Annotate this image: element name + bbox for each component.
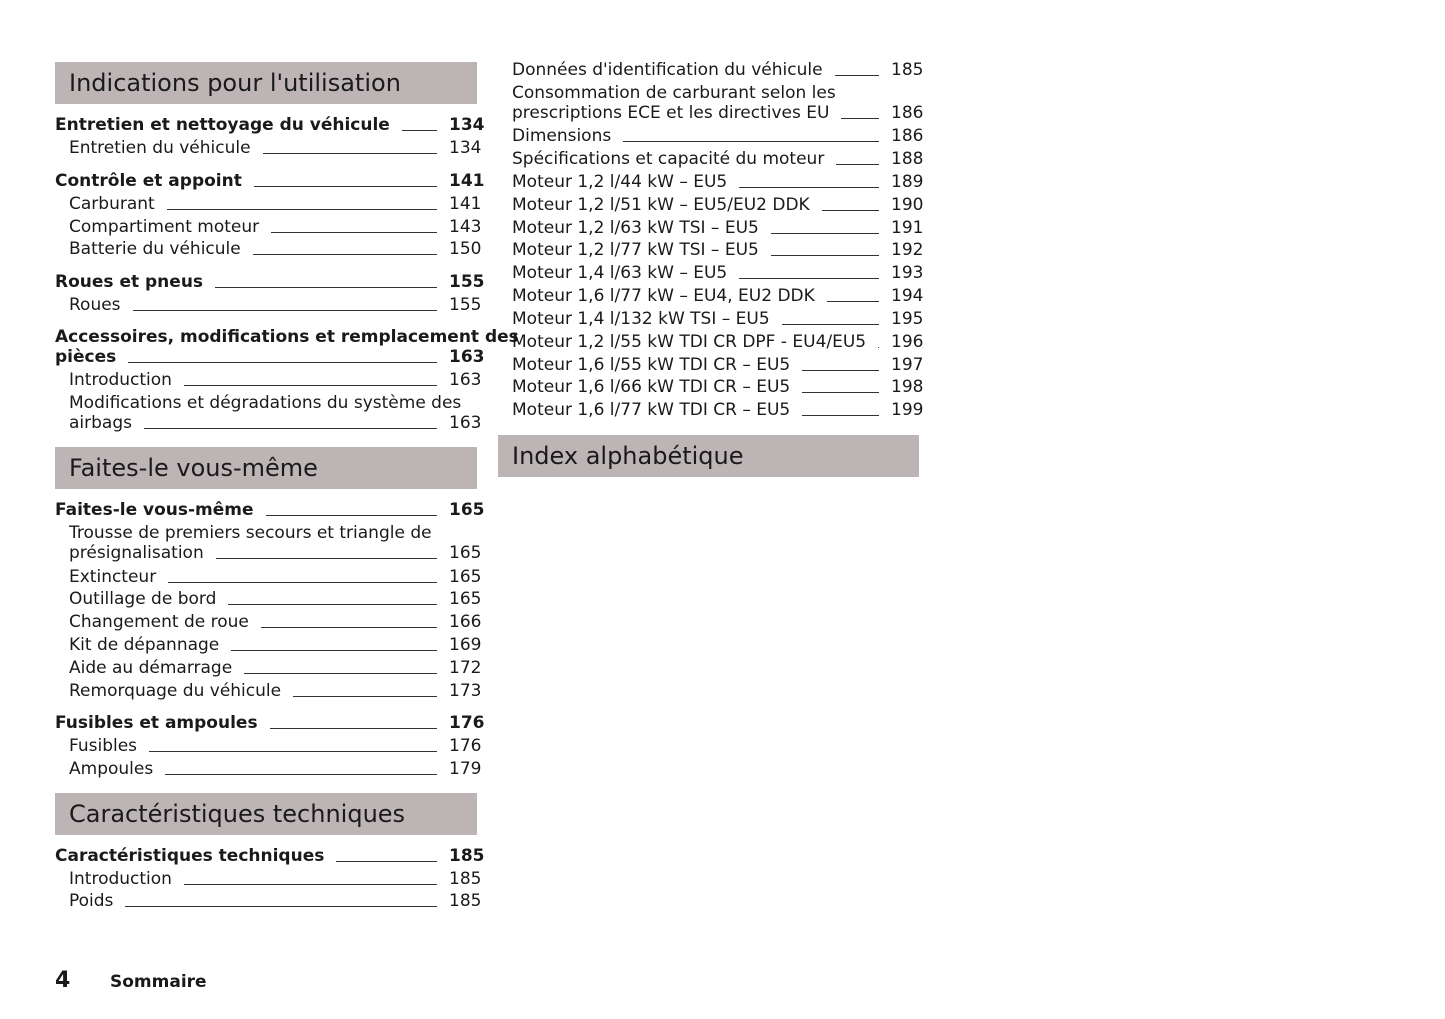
toc-item-moteur[interactable] <box>498 355 924 375</box>
toc-group-accessoires[interactable] <box>55 327 519 367</box>
toc-label: Données d'identification du véhicule <box>512 60 823 80</box>
toc-page: 190 <box>891 195 924 215</box>
toc-label: Ampoules <box>69 759 154 779</box>
toc-item-fusibles[interactable] <box>55 736 482 756</box>
leader-line <box>216 557 437 559</box>
toc-page: 191 <box>891 218 924 238</box>
toc-item-compartiment[interactable] <box>55 217 482 237</box>
toc-label: Contrôle et appoint <box>55 171 242 191</box>
leader-line <box>168 581 437 583</box>
toc-page: 163 <box>449 370 482 390</box>
toc-page: 165 <box>449 589 482 609</box>
toc-label: Aide au démarrage <box>69 658 233 678</box>
toc-label: Faites-le vous-même <box>55 500 254 520</box>
toc-page: 186 <box>891 126 924 146</box>
toc-label: Moteur 1,6 l/66 kW TDI CR – EU5 <box>512 377 791 397</box>
leader-line <box>827 300 879 302</box>
leader-line <box>133 309 437 311</box>
toc-label: Extincteur <box>69 567 157 587</box>
toc-label: présignalisation <box>69 543 204 563</box>
toc-label: Spécifications et capacité du moteur <box>512 149 825 169</box>
toc-item-batterie[interactable] <box>55 239 482 259</box>
leader-line <box>125 905 437 907</box>
toc-item-introduction-tech[interactable] <box>55 869 482 889</box>
toc-page: 165 <box>449 543 482 563</box>
leader-line <box>336 860 437 862</box>
toc-page: 165 <box>449 500 485 520</box>
toc-label: Poids <box>69 891 114 911</box>
toc-group-controle[interactable] <box>55 171 485 191</box>
leader-line <box>254 185 437 187</box>
toc-label: Batterie du véhicule <box>69 239 241 259</box>
toc-page: 169 <box>449 635 482 655</box>
toc-page: 185 <box>449 869 482 889</box>
footer-section-label: Sommaire <box>110 972 207 992</box>
toc-label: Fusibles et ampoules <box>55 713 258 733</box>
toc-item-moteur[interactable] <box>498 377 924 397</box>
toc-label: Changement de roue <box>69 612 249 632</box>
toc-label: pièces <box>55 347 117 367</box>
toc-page: 173 <box>449 681 482 701</box>
leader-line <box>253 253 437 255</box>
toc-label: Moteur 1,6 l/77 kW – EU4, EU2 DDK <box>512 286 815 306</box>
toc-label: Dimensions <box>512 126 612 146</box>
toc-label: Trousse de premiers secours et triangle de <box>69 523 432 543</box>
toc-label: Moteur 1,4 l/132 kW TSI – EU5 <box>512 309 770 329</box>
page-number: 4 <box>55 968 71 993</box>
leader-line <box>149 750 437 752</box>
leader-line <box>739 277 879 279</box>
toc-item-moteur[interactable] <box>498 172 924 192</box>
toc-page: 185 <box>891 60 924 80</box>
toc-page: 197 <box>891 355 924 375</box>
toc-page: 192 <box>891 240 924 260</box>
toc-label: Moteur 1,2 l/55 kW TDI CR DPF - EU4/EU5 <box>512 332 867 352</box>
toc-item-moteur[interactable] <box>498 400 924 420</box>
toc-item-roues[interactable] <box>55 295 482 315</box>
leader-line <box>231 649 437 651</box>
leader-line <box>771 232 879 234</box>
leader-line <box>261 626 437 628</box>
toc-item-moteur[interactable] <box>498 309 924 329</box>
toc-page: 176 <box>449 713 485 733</box>
toc-item-extincteur[interactable] <box>55 567 482 587</box>
leader-line <box>739 186 879 188</box>
leader-line <box>878 346 879 348</box>
leader-line <box>266 514 437 516</box>
toc-label: Kit de dépannage <box>69 635 220 655</box>
toc-label: Compartiment moteur <box>69 217 260 237</box>
toc-group-roues-pneus[interactable] <box>55 272 485 292</box>
toc-page: 189 <box>891 172 924 192</box>
leader-line <box>270 727 437 729</box>
toc-label: airbags <box>69 413 132 433</box>
leader-line <box>244 672 437 674</box>
toc-page: 176 <box>449 736 482 756</box>
leader-line <box>841 117 879 119</box>
toc-label: Moteur 1,2 l/77 kW TSI – EU5 <box>512 240 759 260</box>
toc-label: Roues et pneus <box>55 272 204 292</box>
toc-item-moteur[interactable] <box>498 263 924 283</box>
toc-label: Moteur 1,2 l/63 kW TSI – EU5 <box>512 218 759 238</box>
leader-line <box>822 209 879 211</box>
leader-line <box>293 695 437 697</box>
toc-page: 150 <box>449 239 482 259</box>
leader-line <box>782 323 879 325</box>
toc-label: Moteur 1,6 l/77 kW TDI CR – EU5 <box>512 400 791 420</box>
toc-item-donnees-identification[interactable] <box>498 60 924 80</box>
leader-line <box>835 74 879 76</box>
toc-page: 134 <box>449 115 485 135</box>
toc-label: Fusibles <box>69 736 138 756</box>
section-header-caracteristiques[interactable]: Caractéristiques techniques <box>55 793 477 835</box>
toc-label: Carburant <box>69 194 155 214</box>
toc-item-specifications[interactable] <box>498 149 924 169</box>
toc-page: 155 <box>449 272 485 292</box>
leader-line <box>144 427 437 429</box>
leader-line <box>263 152 437 154</box>
toc-page: 198 <box>891 377 924 397</box>
toc-page: 141 <box>449 171 485 191</box>
toc-item-moteur[interactable] <box>498 218 924 238</box>
toc-group-caracteristiques[interactable] <box>55 846 485 866</box>
leader-line <box>836 163 879 165</box>
section-header-index[interactable]: Index alphabétique <box>498 435 919 477</box>
toc-page: 163 <box>449 413 482 433</box>
toc-page: 172 <box>449 658 482 678</box>
toc-item-remorquage[interactable] <box>55 681 482 701</box>
toc-page: 185 <box>449 891 482 911</box>
toc-page: 165 <box>449 567 482 587</box>
toc-group-faites-le[interactable] <box>55 500 485 520</box>
toc-item-aide-demarrage[interactable] <box>55 658 482 678</box>
toc-page: 195 <box>891 309 924 329</box>
toc-item-entretien-vehicule[interactable] <box>55 138 482 158</box>
toc-group-fusibles-ampoules[interactable] <box>55 713 485 733</box>
leader-line <box>802 414 879 416</box>
toc-page: 141 <box>449 194 482 214</box>
toc-label: Introduction <box>69 869 172 889</box>
leader-line <box>623 140 879 142</box>
leader-line <box>165 773 437 775</box>
toc-item-kit-depannage[interactable] <box>55 635 482 655</box>
toc-label: Consommation de carburant selon les <box>512 83 836 103</box>
leader-line <box>128 361 437 363</box>
toc-item-moteur[interactable] <box>498 286 924 306</box>
leader-line <box>167 208 437 210</box>
toc-label: Accessoires, modifications et remplacement des <box>55 327 519 347</box>
leader-line <box>402 129 437 131</box>
section-header-faites-le[interactable]: Faites-le vous-même <box>55 447 477 489</box>
section-header-utilisation[interactable]: Indications pour l'utilisation <box>55 62 477 104</box>
toc-label: Moteur 1,6 l/55 kW TDI CR – EU5 <box>512 355 791 375</box>
toc-item-airbags[interactable] <box>55 393 482 433</box>
toc-page: 196 <box>891 332 924 352</box>
toc-label: Moteur 1,4 l/63 kW – EU5 <box>512 263 728 283</box>
toc-label: Entretien du véhicule <box>69 138 251 158</box>
toc-item-moteur[interactable] <box>498 332 924 352</box>
toc-item-consommation[interactable] <box>498 83 924 123</box>
toc-page: 186 <box>891 103 924 123</box>
toc-item-trousse[interactable] <box>55 523 482 563</box>
toc-page: 188 <box>891 149 924 169</box>
leader-line <box>271 231 437 233</box>
toc-item-ampoules[interactable] <box>55 759 482 779</box>
toc-label: Entretien et nettoyage du véhicule <box>55 115 390 135</box>
toc-page: 179 <box>449 759 482 779</box>
toc-label: Roues <box>69 295 121 315</box>
leader-line <box>215 286 437 288</box>
toc-page: 155 <box>449 295 482 315</box>
leader-line <box>184 384 437 386</box>
toc-page: 134 <box>449 138 482 158</box>
leader-line <box>802 391 879 393</box>
toc-item-poids[interactable] <box>55 891 482 911</box>
leader-line <box>771 254 879 256</box>
toc-item-dimensions[interactable] <box>498 126 924 146</box>
leader-line <box>228 603 437 605</box>
toc-item-outillage[interactable] <box>55 589 482 609</box>
toc-label: Caractéristiques techniques <box>55 846 325 866</box>
toc-label: Modifications et dégradations du système des <box>69 393 462 413</box>
toc-item-moteur[interactable] <box>498 240 924 260</box>
toc-group-entretien[interactable] <box>55 115 485 135</box>
toc-page: 185 <box>449 846 485 866</box>
leader-line <box>184 883 437 885</box>
toc-page: 193 <box>891 263 924 283</box>
toc-item-changement-roue[interactable] <box>55 612 482 632</box>
leader-line <box>802 369 879 371</box>
toc-item-introduction[interactable] <box>55 370 482 390</box>
toc-page: 143 <box>449 217 482 237</box>
toc-label: Remorquage du véhicule <box>69 681 282 701</box>
toc-label: Moteur 1,2 l/44 kW – EU5 <box>512 172 728 192</box>
toc-page: 199 <box>891 400 924 420</box>
toc-page: 163 <box>449 347 485 367</box>
toc-label: Moteur 1,2 l/51 kW – EU5/EU2 DDK <box>512 195 810 215</box>
toc-item-moteur[interactable] <box>498 195 924 215</box>
toc-page: 166 <box>449 612 482 632</box>
toc-label: prescriptions ECE et les directives EU <box>512 103 830 123</box>
toc-item-carburant[interactable] <box>55 194 482 214</box>
toc-page: 194 <box>891 286 924 306</box>
toc-label: Introduction <box>69 370 172 390</box>
toc-label: Outillage de bord <box>69 589 217 609</box>
